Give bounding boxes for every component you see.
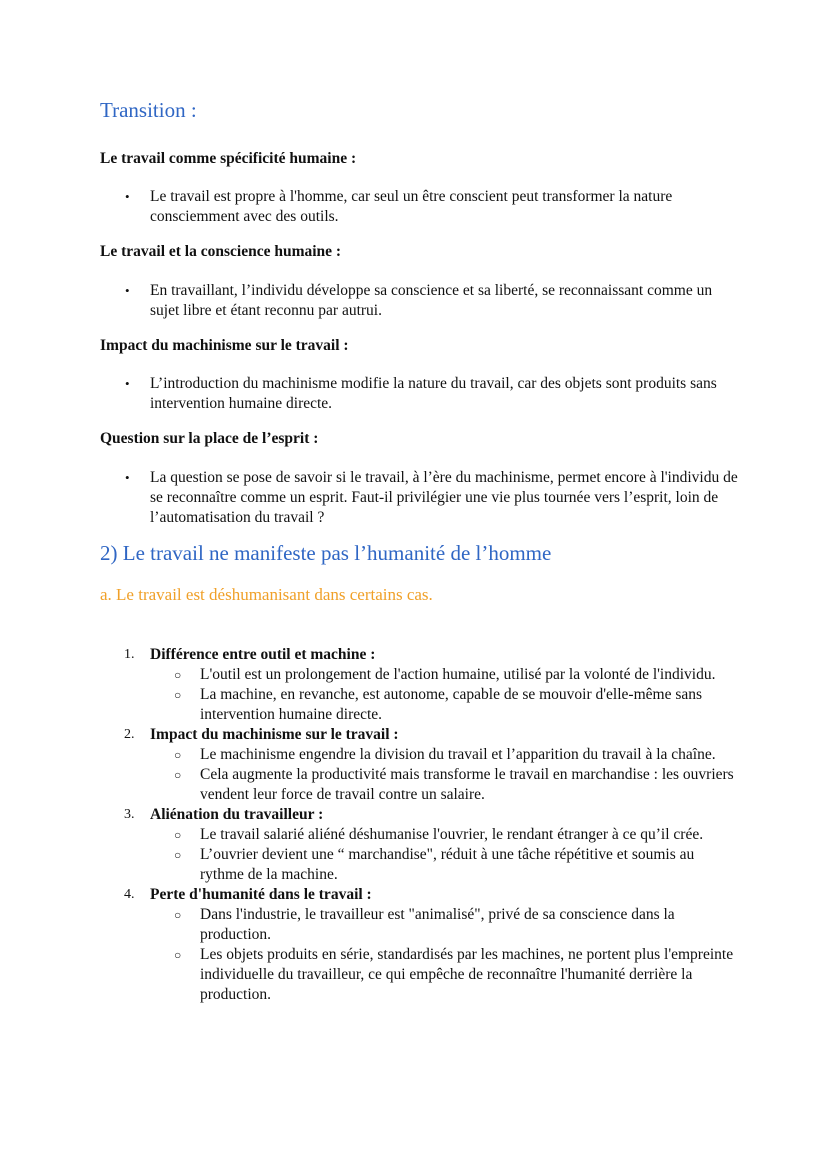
- section-heading: 2) Le travail ne manifeste pas l’humanité de l’homme: [100, 541, 552, 565]
- transition-heading: Transition :: [100, 98, 197, 122]
- sub-bullet-item: [174, 745, 740, 765]
- list-number: 2.: [124, 727, 135, 742]
- subheading-specificite: Le travail comme spécificité humaine :: [100, 150, 357, 167]
- sub-bullet-item: [174, 685, 740, 725]
- list-item: [100, 645, 740, 725]
- sub-bullet-text: Cela augmente la productivité mais transforme le travail en marchandise : les ouvriers vendent leur force de travail contre un salaire.: [200, 766, 734, 803]
- sub-bullet-text: Le travail salarié aliéné déshumanise l'ouvrier, le rendant étranger à ce qu’il crée.: [200, 826, 704, 843]
- bullet-text: L’introduction du machinisme modifie la nature du travail, car des objets sont produits sans intervention humaine directe.: [150, 375, 717, 412]
- numbered-list: [100, 645, 740, 1005]
- bullet-item: [100, 187, 740, 227]
- sub-bullet-text: Les objets produits en série, standardisés par les machines, ne portent plus l'empreinte individuelle du travailleur, ce qui empêche de reconnaître l'humanité derrière la production.: [200, 946, 734, 1003]
- list-item-title: Perte d'humanité dans le travail :: [150, 886, 372, 903]
- list-number: 3.: [124, 807, 135, 822]
- subheading-machinisme: Impact du machinisme sur le travail :: [100, 337, 349, 354]
- bullet-icon: •: [125, 470, 130, 485]
- list-item-title: Aliénation du travailleur :: [150, 806, 324, 823]
- circle-bullet-icon: ○: [174, 848, 182, 862]
- bullet-icon: •: [125, 376, 130, 391]
- bullet-item: [100, 281, 740, 321]
- bullet-text: En travaillant, l’individu développe sa conscience et sa liberté, se reconnaissant comme un sujet libre et étant reconnu par autrui.: [150, 282, 713, 319]
- bullet-item: [100, 468, 740, 528]
- list-number: 4.: [124, 887, 135, 902]
- list-item-title: Différence entre outil et machine :: [150, 646, 376, 663]
- list-item-title: Impact du machinisme sur le travail :: [150, 726, 399, 743]
- subheading-conscience: Le travail et la conscience humaine :: [100, 243, 342, 260]
- sub-bullet-text: Dans l'industrie, le travailleur est "animalisé", privé de sa conscience dans la production.: [200, 906, 675, 943]
- bullet-text: Le travail est propre à l'homme, car seul un être conscient peut transformer la nature consciemment avec des outils.: [150, 188, 673, 225]
- bullet-icon: •: [125, 283, 130, 298]
- section-subheading: a. Le travail est déshumanisant dans certains cas.: [100, 585, 433, 604]
- sub-bullet-item: [174, 905, 740, 945]
- sub-bullet-text: L'outil est un prolongement de l'action humaine, utilisé par la volonté de l'individu.: [200, 666, 716, 683]
- subheading-esprit: Question sur la place de l’esprit :: [100, 430, 319, 447]
- sub-bullet-item: [174, 845, 740, 885]
- list-item: [100, 805, 740, 885]
- list-item: [100, 725, 740, 805]
- sub-bullet-item: [174, 825, 740, 845]
- circle-bullet-icon: ○: [174, 748, 182, 762]
- circle-bullet-icon: ○: [174, 948, 182, 962]
- circle-bullet-icon: ○: [174, 668, 182, 682]
- circle-bullet-icon: ○: [174, 768, 182, 782]
- bullet-text: La question se pose de savoir si le travail, à l’ère du machinisme, permet encore à l'individu de se reconnaître comme un esprit. Faut-il privilégier une vie plus tournée vers l’esprit, loin de l’automatisation du travail ?: [150, 469, 738, 526]
- bullet-item: [100, 374, 740, 414]
- bullet-icon: •: [125, 189, 130, 204]
- sub-bullet-text: La machine, en revanche, est autonome, capable de se mouvoir d'elle-même sans intervention humaine directe.: [200, 686, 703, 723]
- sub-bullet-item: [174, 945, 740, 1005]
- list-number: 1.: [124, 647, 135, 662]
- circle-bullet-icon: ○: [174, 828, 182, 842]
- sub-bullet-text: L’ouvrier devient une “ marchandise", réduit à une tâche répétitive et soumis au rythme de la machine.: [200, 846, 695, 883]
- circle-bullet-icon: ○: [174, 908, 182, 922]
- sub-bullet-item: [174, 665, 740, 685]
- sub-bullet-item: [174, 765, 740, 805]
- list-item: [100, 885, 740, 1005]
- circle-bullet-icon: ○: [174, 688, 182, 702]
- sub-bullet-text: Le machinisme engendre la division du travail et l’apparition du travail à la chaîne.: [200, 746, 716, 763]
